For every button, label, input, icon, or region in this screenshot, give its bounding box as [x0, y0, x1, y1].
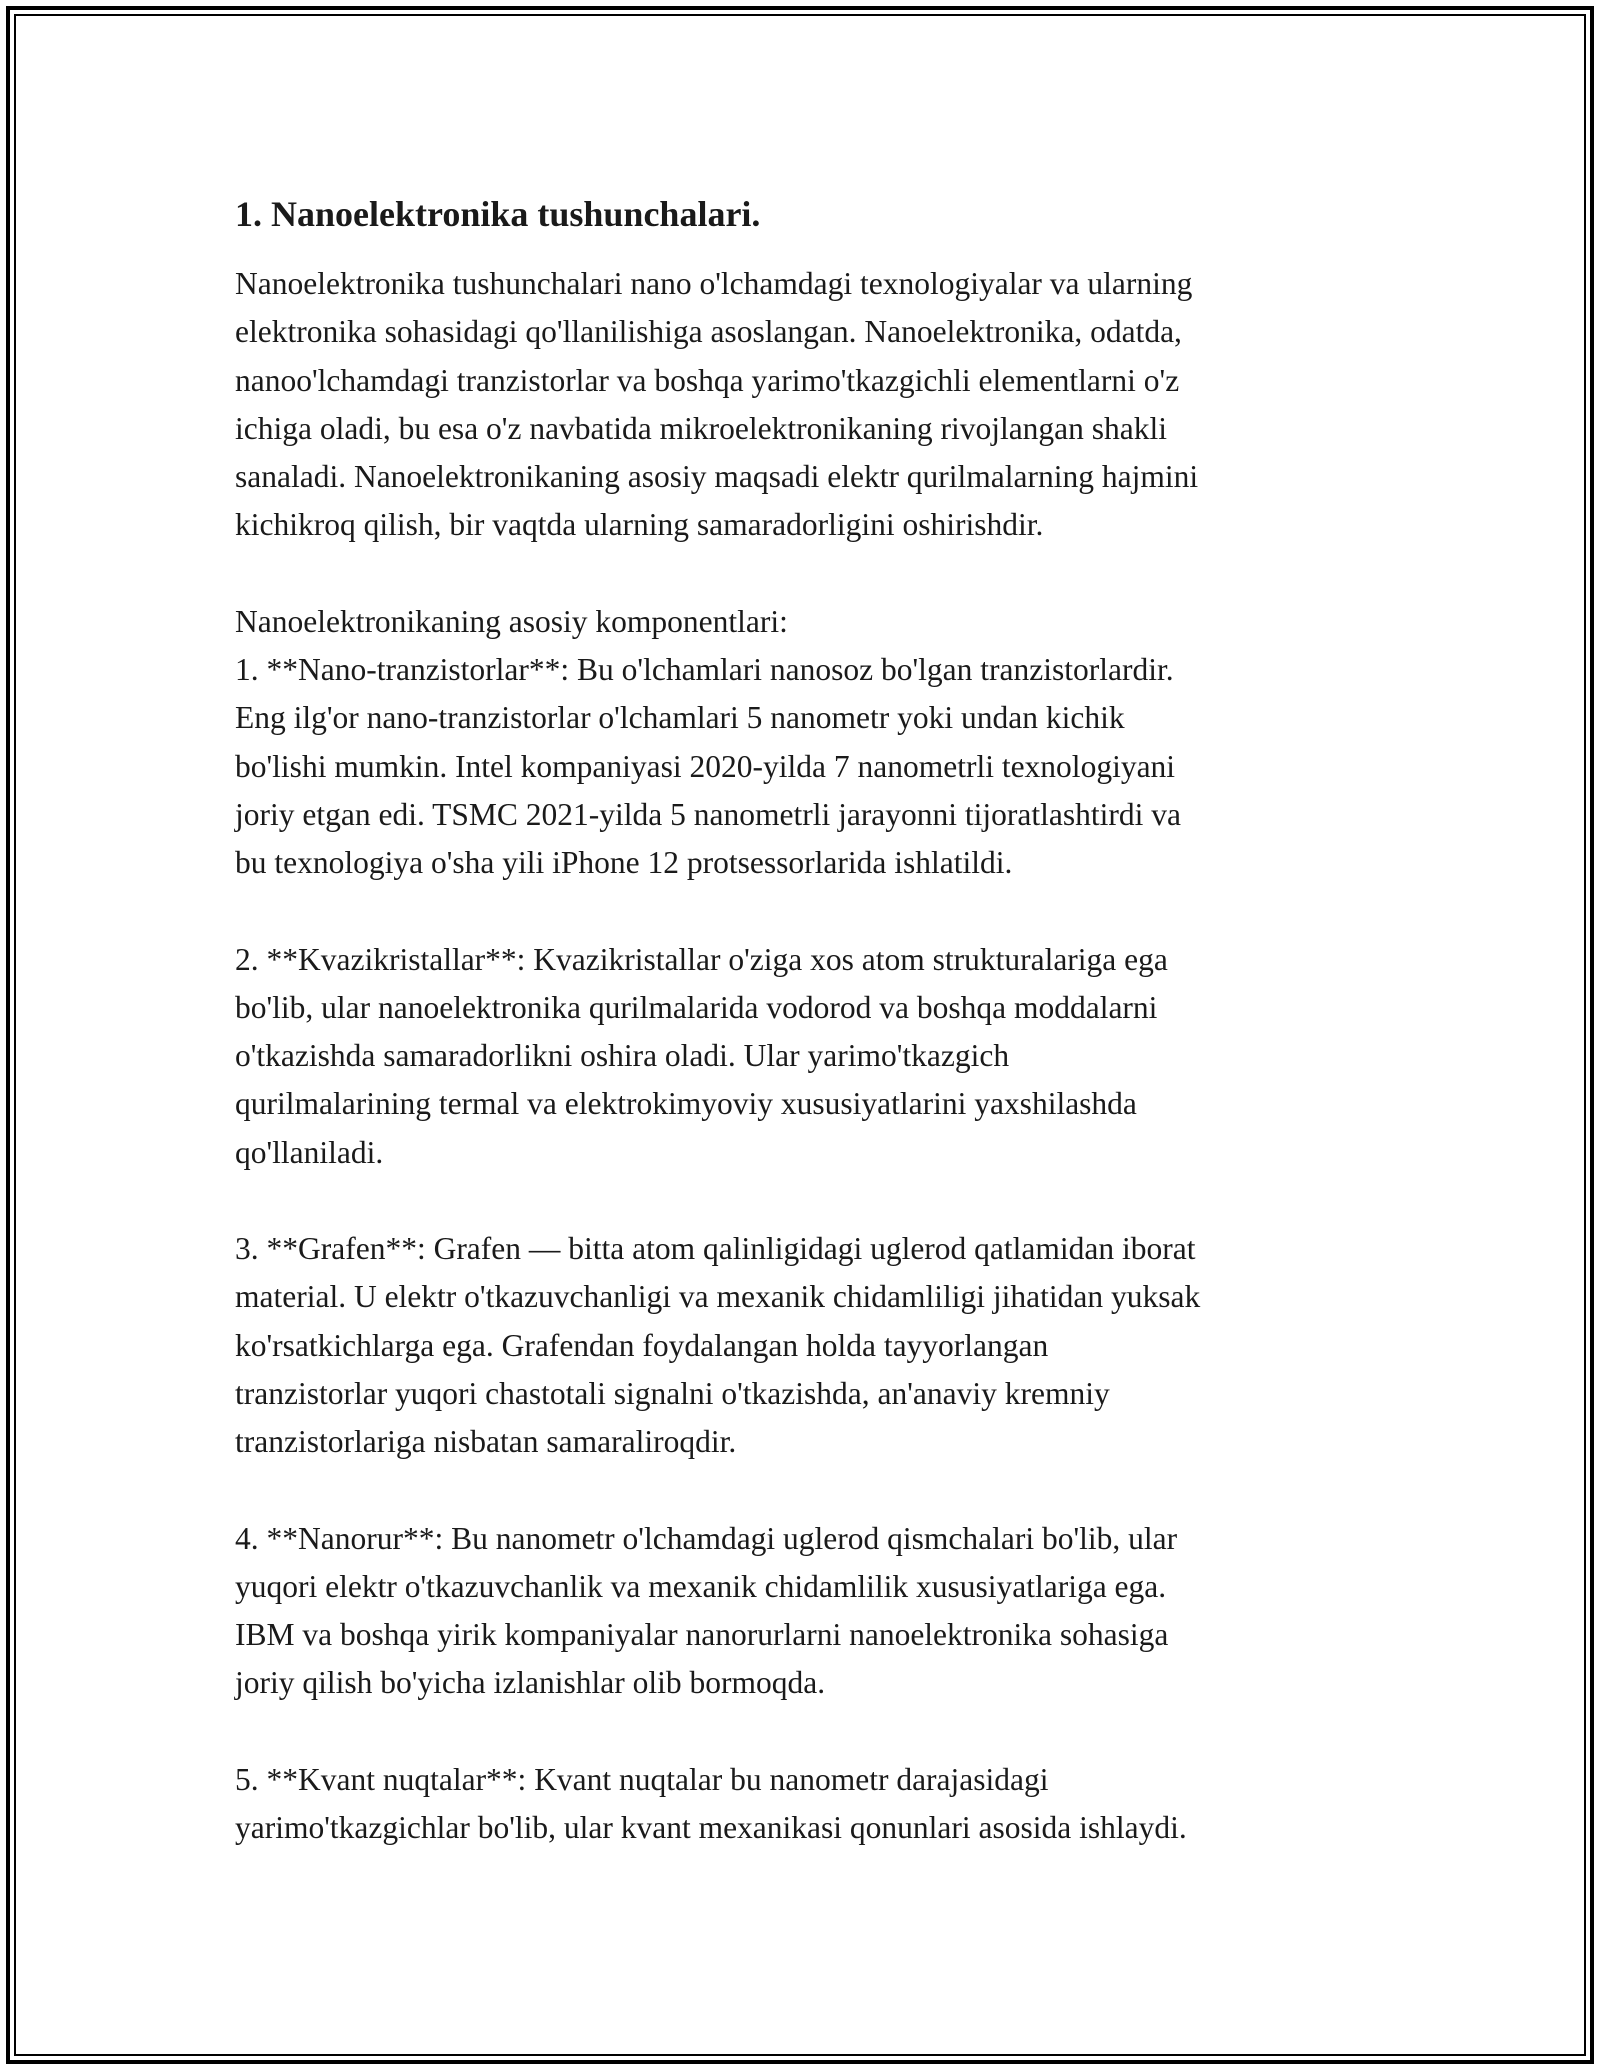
- paragraph-quantum-dots: [235, 1756, 1365, 1853]
- text-line: 5. **Kvant nuqtalar**: Kvant nuqtalar bu nanometr darajasidagi: [235, 1761, 1049, 1797]
- text-line: IBM va boshqa yirik kompaniyalar nanorurlarni nanoelektronika sohasiga: [235, 1617, 1169, 1653]
- text-line: tranzistorlar yuqori chastotali signalni o'tkazishda, an'anaviy kremniy: [235, 1375, 1110, 1411]
- text-line: bu texnologiya o'sha yili iPhone 12 protsessorlarida ishlatildi.: [235, 845, 1013, 881]
- text-line: ichiga oladi, bu esa o'z navbatida mikroelektronikaning rivojlangan shakli: [235, 410, 1168, 446]
- text-line: 3. **Grafen**: Grafen — bitta atom qalinligidagi uglerod qatlamidan iborat: [235, 1231, 1196, 1267]
- text-line: bo'lishi mumkin. Intel kompaniyasi 2020-yilda 7 nanometrli texnologiyani: [235, 748, 1176, 784]
- paragraph-components-nano-transistors: [235, 598, 1365, 888]
- text-line: joriy qilish bo'yicha izlanishlar olib bormoqda.: [235, 1665, 826, 1701]
- text-line: yarimo'tkazgichlar bo'lib, ular kvant mexanikasi qonunlari asosida ishlaydi.: [235, 1810, 1187, 1846]
- text-line: yuqori elektr o'tkazuvchanlik va mexanik chidamlilik xususiyatlariga ega.: [235, 1568, 1167, 1604]
- text-line: 1. **Nano-tranzistorlar**: Bu o'lchamlari nanosoz bo'lgan tranzistorlardir.: [235, 652, 1174, 688]
- paragraph-graphene: [235, 1225, 1365, 1466]
- paragraph-quasicrystals: [235, 936, 1365, 1177]
- text-line: material. U elektr o'tkazuvchanligi va mexanik chidamliligi jihatidan yuksak: [235, 1279, 1201, 1315]
- text-line: nanoo'lchamdagi tranzistorlar va boshqa yarimo'tkazgichli elementlarni o'z: [235, 362, 1180, 398]
- section-heading: 1. Nanoelektronika tushunchalari.: [235, 194, 761, 234]
- text-line: 4. **Nanorur**: Bu nanometr o'lchamdagi uglerod qismchalari bo'lib, ular: [235, 1520, 1178, 1556]
- document-body: [235, 190, 1365, 1900]
- text-line: tranzistorlariga nisbatan samaraliroqdir.: [235, 1424, 737, 1460]
- text-line: qurilmalarining termal va elektrokimyoviy xususiyatlarini yaxshilashda: [235, 1086, 1137, 1122]
- paragraph-intro: [235, 260, 1365, 550]
- text-line: 2. **Kvazikristallar**: Kvazikristallar o'ziga xos atom strukturalariga ega: [235, 941, 1168, 977]
- text-line: bo'lib, ular nanoelektronika qurilmalarida vodorod va boshqa moddalarni: [235, 989, 1158, 1025]
- text-line: o'tkazishda samaradorlikni oshira oladi. Ular yarimo'tkazgich: [235, 1038, 1010, 1074]
- text-line: sanaladi. Nanoelektronikaning asosiy maqsadi elektr qurilmalarning hajmini: [235, 459, 1199, 495]
- text-line: Nanoelektronikaning asosiy komponentlari:: [235, 603, 788, 639]
- text-line: ko'rsatkichlarga ega. Grafendan foydalangan holda tayyorlangan: [235, 1327, 1049, 1363]
- text-line: Nanoelektronika tushunchalari nano o'lchamdagi texnologiyalar va ularning: [235, 266, 1193, 301]
- text-line: kichikroq qilish, bir vaqtda ularning samaradorligini oshirishdir.: [235, 507, 1044, 543]
- paragraph-nanotubes: [235, 1515, 1365, 1708]
- text-line: elektronika sohasidagi qo'llanilishiga asoslangan. Nanoelektronika, odatda,: [235, 314, 1182, 350]
- text-line: Eng ilg'or nano-tranzistorlar o'lchamlari 5 nanometr yoki undan kichik: [235, 700, 1125, 736]
- text-line: qo'llaniladi.: [235, 1134, 384, 1170]
- text-line: joriy etgan edi. TSMC 2021-yilda 5 nanometrli jarayonni tijoratlashtirdi va: [235, 796, 1181, 832]
